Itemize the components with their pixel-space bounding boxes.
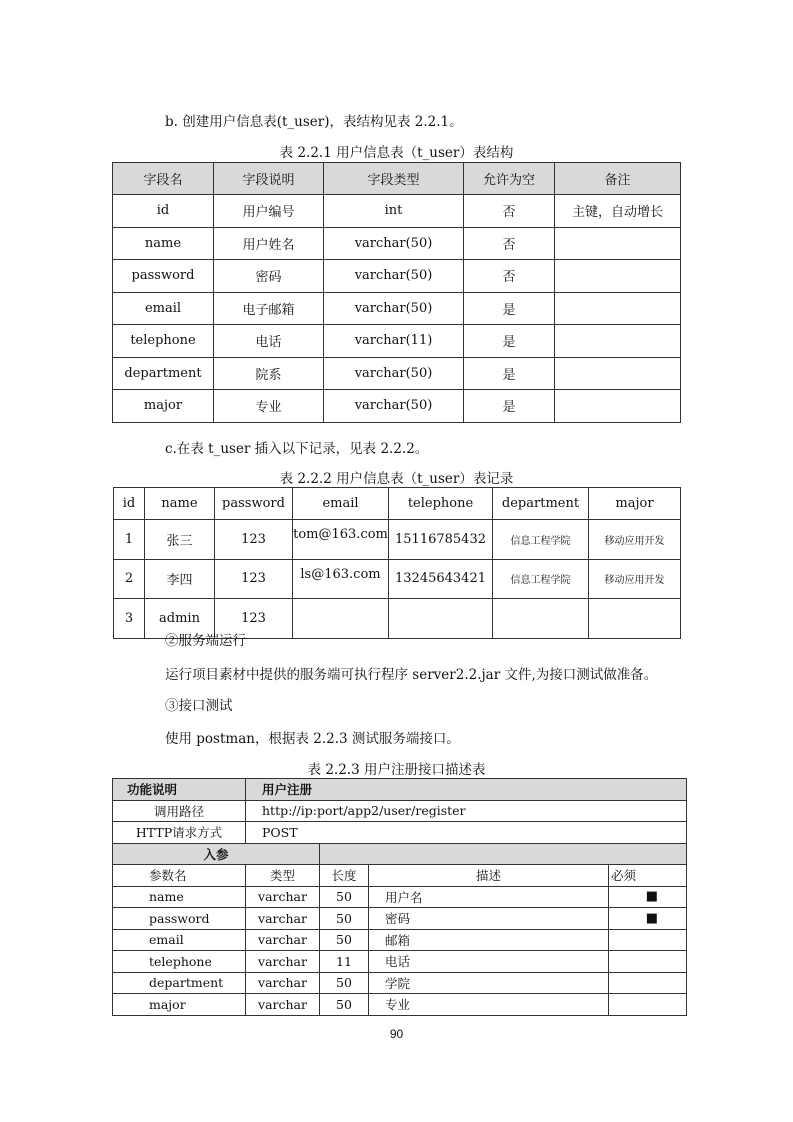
table-cell [493, 599, 589, 639]
method-value: POST [246, 822, 687, 844]
step-server-run: ②服务端运行 [165, 633, 246, 649]
table-cell: 1 [114, 520, 145, 560]
param-desc: 用户名 [369, 886, 609, 908]
table-row [113, 886, 687, 908]
method-label: HTTP请求方式 [113, 822, 246, 844]
table-cell [293, 599, 389, 639]
table-cell [555, 227, 681, 260]
section-filler [320, 843, 687, 865]
user-table-records [113, 487, 681, 639]
table-row [113, 908, 687, 930]
table-cell: 13245643421 [389, 559, 493, 599]
table1-header: 备注 [555, 163, 681, 195]
table-cell: 信息工程学院 [493, 559, 589, 599]
table-cell: varchar(50) [324, 357, 464, 390]
table-row [113, 357, 681, 390]
table1-header: 允许为空 [464, 163, 555, 195]
table-cell [555, 357, 681, 390]
param-desc: 专业 [369, 994, 609, 1016]
table-cell: 院系 [214, 357, 324, 390]
table-row [113, 994, 687, 1016]
param-length: 50 [320, 929, 369, 951]
table-row [113, 195, 681, 228]
table-cell [555, 260, 681, 293]
required-mark [609, 951, 687, 973]
table-cell: email [113, 292, 214, 325]
paragraph-c: c.在表 t_user 插入以下记录，见表 2.2.2。 [165, 441, 429, 457]
paragraph-b: b. 创建用户信息表(t_user)，表结构见表 2.2.1。 [165, 114, 463, 130]
table-cell: varchar(11) [324, 325, 464, 358]
table-cell: 2 [114, 559, 145, 599]
table-row [113, 390, 681, 423]
step-api-test: ③接口测试 [165, 698, 233, 714]
table-cell: 是 [464, 325, 555, 358]
param-length: 50 [320, 994, 369, 1016]
table-cell: 123 [215, 599, 293, 639]
table2-header: major [589, 488, 681, 520]
table-cell: 密码 [214, 260, 324, 293]
table-cell [589, 599, 681, 639]
param-header: 参数名 [113, 865, 246, 887]
param-header: 类型 [246, 865, 320, 887]
param-length: 50 [320, 908, 369, 930]
table-cell: 电子邮箱 [214, 292, 324, 325]
table-cell: department [113, 357, 214, 390]
param-name: name [113, 886, 246, 908]
table2-header: department [493, 488, 589, 520]
table2-header: password [215, 488, 293, 520]
table3-caption: 表 2.2.3 用户注册接口描述表 [307, 762, 486, 778]
table1-header: 字段类型 [324, 163, 464, 195]
path-label: 调用路径 [113, 800, 246, 822]
table-cell: 专业 [214, 390, 324, 423]
table-cell: telephone [113, 325, 214, 358]
table-cell: ls@163.com [293, 559, 389, 599]
table-cell: varchar(50) [324, 227, 464, 260]
required-mark [609, 929, 687, 951]
table-cell: 是 [464, 357, 555, 390]
table-cell: id [113, 195, 214, 228]
required-mark: ■ [609, 908, 687, 930]
param-header-row [113, 865, 687, 887]
param-name: major [113, 994, 246, 1016]
func-label: 功能说明 [113, 779, 246, 801]
required-mark [609, 972, 687, 994]
table-row [113, 260, 681, 293]
table2-header: telephone [389, 488, 493, 520]
param-name: email [113, 929, 246, 951]
table-cell [555, 292, 681, 325]
table-row [113, 227, 681, 260]
table-cell [389, 599, 493, 639]
table-row [113, 292, 681, 325]
table-cell: 用户编号 [214, 195, 324, 228]
func-row [113, 779, 687, 801]
param-type: varchar [246, 994, 320, 1016]
param-type: varchar [246, 908, 320, 930]
table-row [113, 325, 681, 358]
param-length: 11 [320, 951, 369, 973]
param-type: varchar [246, 929, 320, 951]
table-row [113, 929, 687, 951]
user-table-structure [112, 162, 681, 423]
table1-header-row [113, 163, 681, 195]
table-cell: 否 [464, 195, 555, 228]
param-desc: 电话 [369, 951, 609, 973]
section-input-params: 入参 [113, 843, 320, 865]
table-cell: 移动应用开发 [589, 559, 681, 599]
table-cell: admin [145, 599, 215, 639]
paragraph-test: 使用 postman，根据表 2.2.3 测试服务端接口。 [165, 731, 460, 747]
table-cell [555, 325, 681, 358]
param-length: 50 [320, 972, 369, 994]
table-cell: int [324, 195, 464, 228]
table-cell: varchar(50) [324, 390, 464, 423]
param-header: 描述 [369, 865, 609, 887]
param-type: varchar [246, 972, 320, 994]
table-cell: 李四 [145, 559, 215, 599]
table1-header: 字段名 [113, 163, 214, 195]
param-type: varchar [246, 886, 320, 908]
table-row [114, 559, 681, 599]
table2-caption: 表 2.2.2 用户信息表（t_user）表记录 [279, 471, 514, 487]
table2-header-row [114, 488, 681, 520]
table-cell [555, 390, 681, 423]
param-header: 必须 [609, 865, 687, 887]
table-cell: 否 [464, 260, 555, 293]
method-row [113, 822, 687, 844]
table-row [114, 520, 681, 560]
table-cell: password [113, 260, 214, 293]
table2-header: id [114, 488, 145, 520]
param-length: 50 [320, 886, 369, 908]
param-desc: 邮箱 [369, 929, 609, 951]
table-cell: 3 [114, 599, 145, 639]
param-header: 长度 [320, 865, 369, 887]
table-cell: 15116785432 [389, 520, 493, 560]
table-cell: 主键，自动增长 [555, 195, 681, 228]
table-cell: 用户姓名 [214, 227, 324, 260]
path-value: http://ip:port/app2/user/register [246, 800, 687, 822]
table-cell: 电话 [214, 325, 324, 358]
table2-header: name [145, 488, 215, 520]
section-row [113, 843, 687, 865]
table-cell: major [113, 390, 214, 423]
table2-header: email [293, 488, 389, 520]
required-mark [609, 994, 687, 1016]
param-desc: 密码 [369, 908, 609, 930]
table1-caption: 表 2.2.1 用户信息表（t_user）表结构 [279, 145, 514, 161]
table-cell: 信息工程学院 [493, 520, 589, 560]
param-name: password [113, 908, 246, 930]
table-cell: 是 [464, 390, 555, 423]
table-cell: varchar(50) [324, 260, 464, 293]
table-cell: name [113, 227, 214, 260]
table-cell: tom@163.com [293, 520, 389, 560]
table-cell: 123 [215, 520, 293, 560]
func-value: 用户注册 [246, 779, 687, 801]
table-cell: 否 [464, 227, 555, 260]
paragraph-run: 运行项目素材中提供的服务端可执行程序 server2.2.jar 文件,为接口测试做准备。 [165, 667, 658, 683]
page-number: 90 [389, 1027, 404, 1041]
table-cell: 123 [215, 559, 293, 599]
param-name: telephone [113, 951, 246, 973]
path-row [113, 800, 687, 822]
table-row [113, 972, 687, 994]
table1-header: 字段说明 [214, 163, 324, 195]
register-api-table [112, 778, 687, 1016]
table-cell: varchar(50) [324, 292, 464, 325]
param-desc: 学院 [369, 972, 609, 994]
param-name: department [113, 972, 246, 994]
table-cell: 移动应用开发 [589, 520, 681, 560]
required-mark: ■ [609, 886, 687, 908]
table-cell: 张三 [145, 520, 215, 560]
param-type: varchar [246, 951, 320, 973]
table-cell: 是 [464, 292, 555, 325]
table-row [113, 951, 687, 973]
